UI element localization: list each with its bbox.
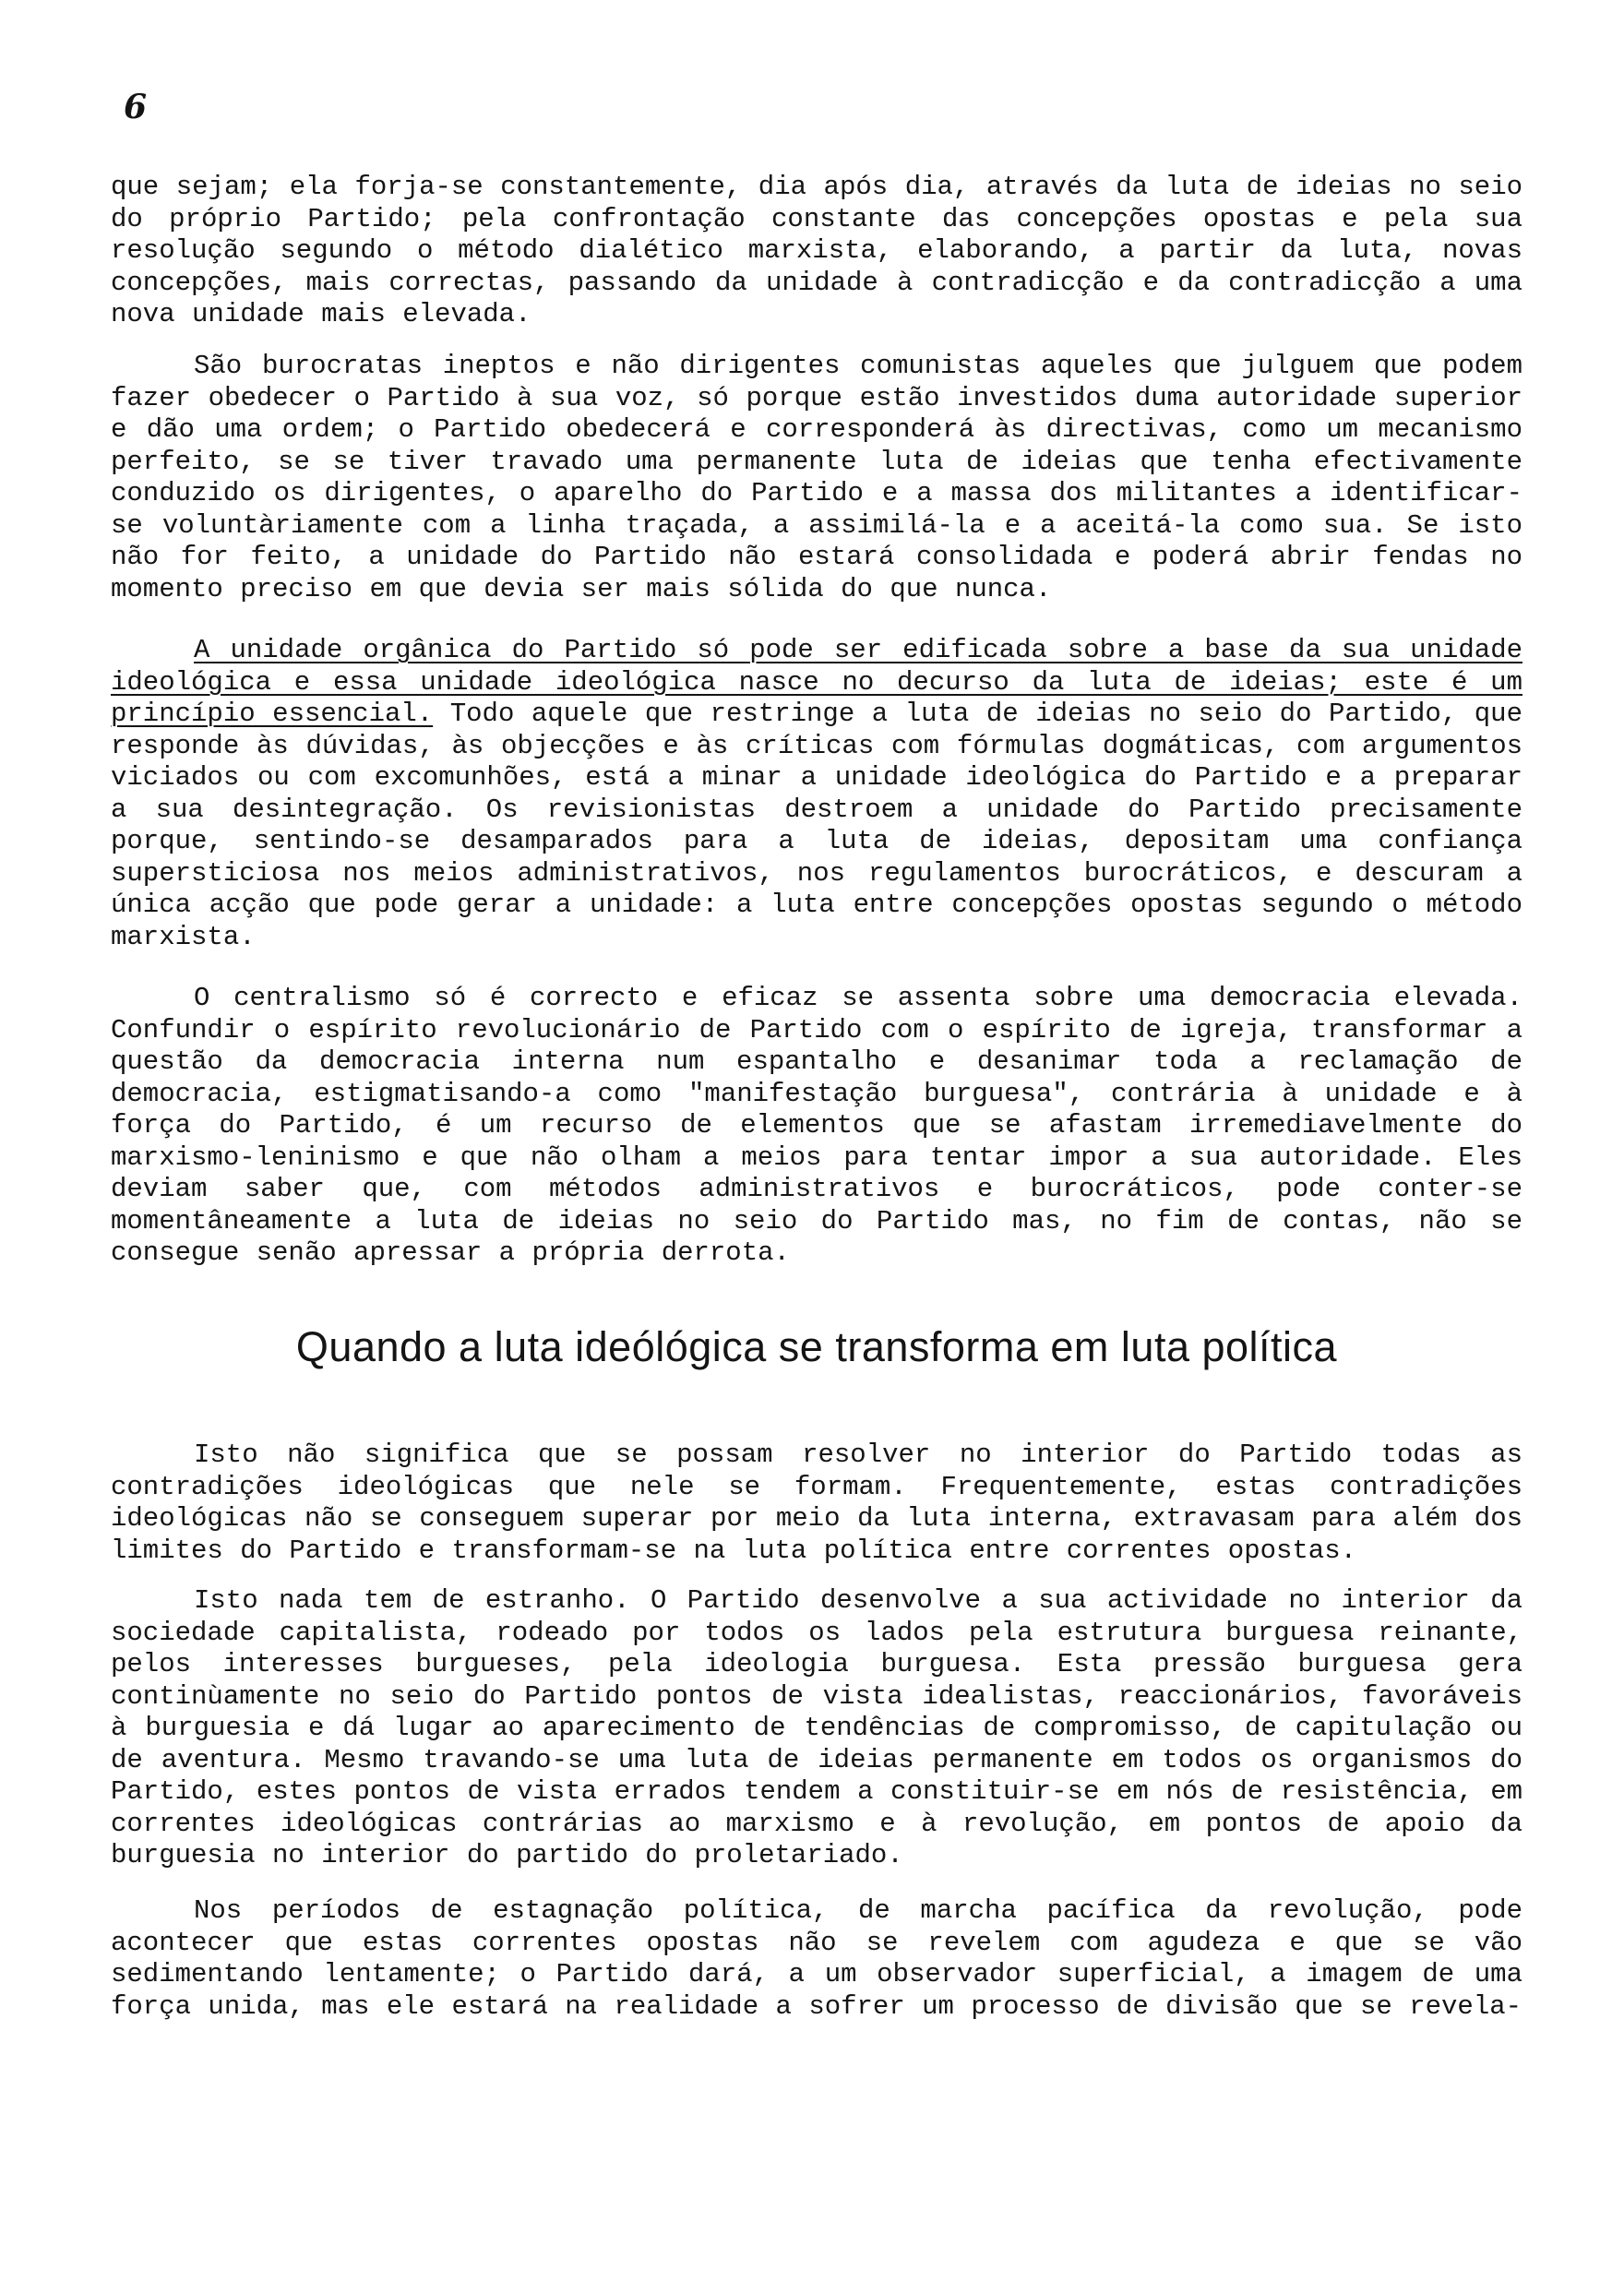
underlined-principle: A unidade orgânica do Partido só pode ser edificada sobre a base da sua unidade ideológica e essa unidade ideológica nasce no decurso da luta de ideias; este é um princípio essencial. [111,635,1522,729]
paragraph-3-rest: Todo aquele que restringe a luta de ideias no seio do Partido, que responde às dúvidas, às objecções e às críticas com fórmulas dogmáticas, com argumentos viciados ou com excomunhões, está a minar a unidade ideológica do Partido e a preparar a sua desintegração. Os revisionistas destroem a unidade do Partido precisamente porque, sentindo-se desamparados para a luta de ideias, depositam uma confiança supersticiosa nos meios administrativos, nos regulamentos burocráticos, e descuram a única acção que pode gerar a unidade: a luta entre concepções opostas segundo o método marxista. [111,699,1522,952]
section-heading: Quando a luta ideólógica se transforma em luta política [295,1323,1338,1370]
paragraph-1: que sejam; ela forja-se constantemente, dia após dia, através da luta de ideias no seio do próprio Partido; pela confrontação constante das concepções opostas e pela sua resolução segundo o método dialético marxista, elaborando, a partir da luta, novas concepções, mais correctas, passando da unidade à contradicção e da contradicção a uma nova unidade mais elevada. [111,172,1522,329]
paragraph-3 [111,635,1522,953]
paragraph-5: Isto não significa que se possam resolver no interior do Partido todas as contradições ideológicas que nele se formam. Frequentemente, estas contradições ideológicas não se conseguem superar por meio da luta interna, extravasam para além dos limites do Partido e transformam-se na luta política entre correntes opostas. [111,1440,1522,1566]
paragraph-2: São burocratas ineptos e não dirigentes comunistas aqueles que julguem que podem fazer obedecer o Partido à sua voz, só porque estão investidos duma autoridade superior e dão uma ordem; o Partido obedecerá e corresponderá às directivas, como um mecanismo perfeito, se se tiver travado uma permanente luta de ideias que tenha efectivamente conduzido os dirigentes, o aparelho do Partido e a massa dos militantes a identificar-se voluntàriamente com a linha traçada, a assimilá-la e a aceitá-la como sua. Se isto não for feito, a unidade do Partido não estará consolidada e poderá abrir fendas no momento preciso em que devia ser mais sólida do que nunca. [111,351,1522,604]
paragraph-4: O centralismo só é correcto e eficaz se assenta sobre uma democracia elevada. Confundir o espírito revolucionário de Partido com o espírito de igreja, transformar a questão da democracia interna num espantalho e desanimar toda a reclamação de democracia, estigmatisando-a como "manifestação burguesa", contrária à unidade e à força do Partido, é um recurso de elementos que se afastam irremediavelmente do marxismo-leninismo e que não olham a meios para tentar impor a sua autoridade. Eles deviam saber que, com métodos administrativos e burocráticos, pode conter-se momentâneamente a luta de ideias no seio do Partido mas, no fim de contas, não se consegue senão apressar a própria derrota. [111,983,1522,1268]
paragraph-7: Nos períodos de estagnação política, de marcha pacífica da revolução, pode acontecer que estas correntes opostas não se revelem com agudeza e que se vão sedimentando lentamente; o Partido dará, a um observador superficial, a imagem de uma força unida, mas ele estará na realidade a sofrer um processo de divisão que se revela- [111,1895,1522,2022]
page-number: 6 [124,88,148,126]
paragraph-6: Isto nada tem de estranho. O Partido desenvolve a sua actividade no interior da sociedade capitalista, rodeado por todos os lados pela estrutura burguesa reinante, pelos interesses burgueses, pela ideologia burguesa. Esta pressão burguesa gera continùamente no seio do Partido pontos de vista idealistas, reaccionários, favoráveis à burguesia e dá lugar ao aparecimento de tendências de compromisso, de capitulação ou de aventura. Mesmo travando-se uma luta de ideias permanente em todos os organismos do Partido, estes pontos de vista errados tendem a constituir-se em nós de resistência, em correntes ideológicas contrárias ao marxismo e à revolução, em pontos de apoio da burguesia no interior do partido do proletariado. [111,1585,1522,1870]
